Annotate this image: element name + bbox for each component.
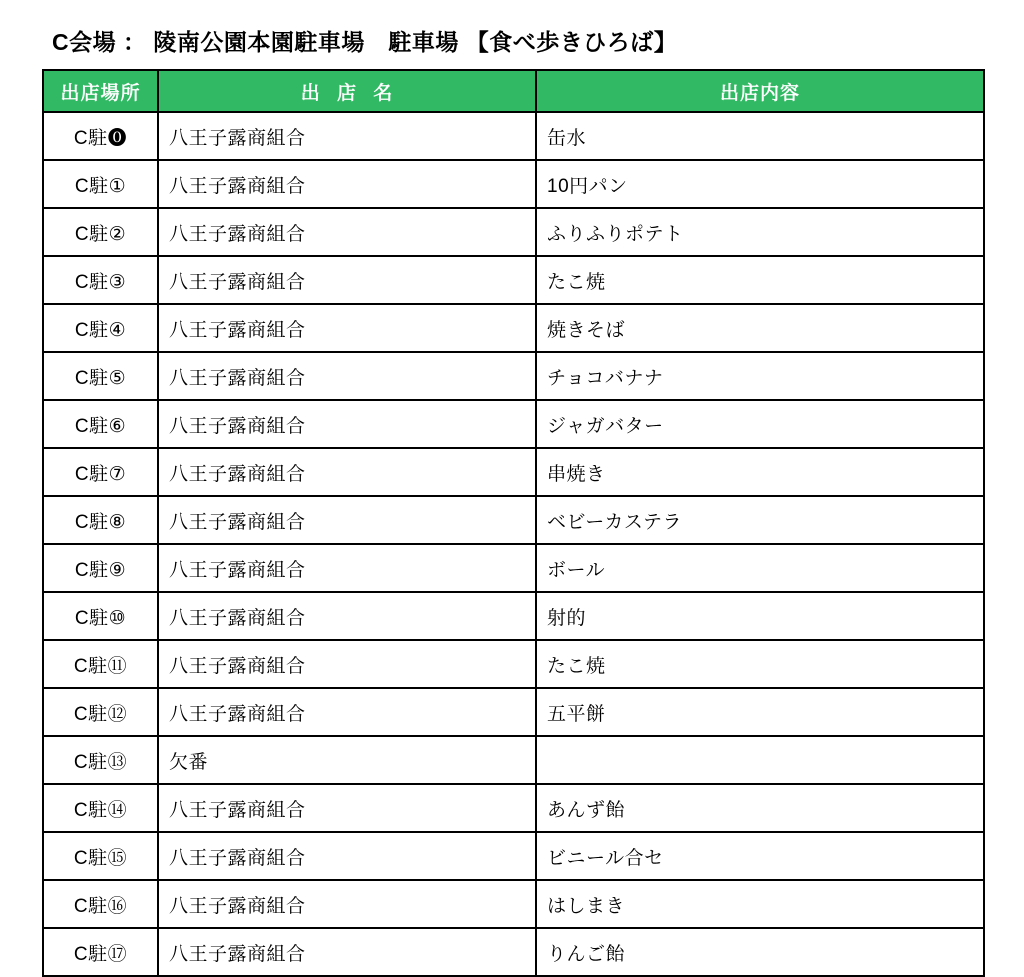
cell-place: C駐⑫ bbox=[43, 688, 158, 736]
cell-desc: 射的 bbox=[536, 592, 984, 640]
cell-place: C駐⑰ bbox=[43, 928, 158, 976]
table-row bbox=[43, 304, 984, 352]
cell-place: C駐⑥ bbox=[43, 400, 158, 448]
column-header-name: 出 店 名 bbox=[158, 70, 536, 112]
table-row bbox=[43, 784, 984, 832]
cell-name: 八王子露商組合 bbox=[158, 352, 536, 400]
cell-name: 八王子露商組合 bbox=[158, 304, 536, 352]
table-row bbox=[43, 448, 984, 496]
cell-place: C駐③ bbox=[43, 256, 158, 304]
cell-name: 八王子露商組合 bbox=[158, 256, 536, 304]
cell-name: 八王子露商組合 bbox=[158, 544, 536, 592]
page-title: C会場 ： 陵南公園本園駐車場 駐車場 【食べ歩きひろば】 bbox=[52, 29, 678, 55]
cell-name: 八王子露商組合 bbox=[158, 400, 536, 448]
cell-place: C駐⑩ bbox=[43, 592, 158, 640]
cell-place: C駐④ bbox=[43, 304, 158, 352]
cell-name: 八王子露商組合 bbox=[158, 496, 536, 544]
cell-place: C駐⑭ bbox=[43, 784, 158, 832]
column-header-place: 出店場所 bbox=[43, 70, 158, 112]
cell-name: 八王子露商組合 bbox=[158, 880, 536, 928]
cell-desc: ボール bbox=[536, 544, 984, 592]
table-row bbox=[43, 736, 984, 784]
cell-desc: チョコバナナ bbox=[536, 352, 984, 400]
cell-name: 八王子露商組合 bbox=[158, 784, 536, 832]
cell-desc: ジャガバター bbox=[536, 400, 984, 448]
table-body bbox=[43, 112, 984, 976]
cell-desc: 10円パン bbox=[536, 160, 984, 208]
cell-place: C駐⑪ bbox=[43, 640, 158, 688]
cell-name: 八王子露商組合 bbox=[158, 640, 536, 688]
table-row bbox=[43, 400, 984, 448]
table-row bbox=[43, 640, 984, 688]
table-header-row bbox=[43, 70, 984, 112]
cell-place: C駐⑮ bbox=[43, 832, 158, 880]
table-row bbox=[43, 880, 984, 928]
cell-name: 八王子露商組合 bbox=[158, 112, 536, 160]
table-row bbox=[43, 160, 984, 208]
cell-name: 八王子露商組合 bbox=[158, 160, 536, 208]
table-row bbox=[43, 688, 984, 736]
stall-list-table bbox=[42, 69, 985, 977]
cell-place: C駐⑯ bbox=[43, 880, 158, 928]
table-row bbox=[43, 208, 984, 256]
cell-desc: たこ焼 bbox=[536, 640, 984, 688]
table-row bbox=[43, 112, 984, 160]
cell-desc: ビニール合セ bbox=[536, 832, 984, 880]
cell-place: C駐⑧ bbox=[43, 496, 158, 544]
cell-desc: りんご飴 bbox=[536, 928, 984, 976]
table-row bbox=[43, 352, 984, 400]
cell-desc: 焼きそば bbox=[536, 304, 984, 352]
cell-place: C駐⑨ bbox=[43, 544, 158, 592]
cell-desc: 缶水 bbox=[536, 112, 984, 160]
column-header-desc: 出店内容 bbox=[536, 70, 984, 112]
table-row bbox=[43, 256, 984, 304]
cell-desc: あんず飴 bbox=[536, 784, 984, 832]
cell-desc: はしまき bbox=[536, 880, 984, 928]
cell-place: C駐⑬ bbox=[43, 736, 158, 784]
cell-name: 八王子露商組合 bbox=[158, 208, 536, 256]
cell-place: C駐② bbox=[43, 208, 158, 256]
cell-desc: たこ焼 bbox=[536, 256, 984, 304]
cell-name: 八王子露商組合 bbox=[158, 928, 536, 976]
table-row bbox=[43, 544, 984, 592]
cell-name: 八王子露商組合 bbox=[158, 448, 536, 496]
cell-desc: 五平餅 bbox=[536, 688, 984, 736]
cell-name: 八王子露商組合 bbox=[158, 688, 536, 736]
cell-place: C駐⑤ bbox=[43, 352, 158, 400]
cell-name: 欠番 bbox=[158, 736, 536, 784]
cell-place: C駐⑦ bbox=[43, 448, 158, 496]
cell-place: C駐① bbox=[43, 160, 158, 208]
table-row bbox=[43, 592, 984, 640]
cell-desc bbox=[536, 736, 984, 784]
cell-desc: ベビーカステラ bbox=[536, 496, 984, 544]
cell-desc: ふりふりポテト bbox=[536, 208, 984, 256]
table-row bbox=[43, 496, 984, 544]
table-row bbox=[43, 928, 984, 976]
cell-place: C駐⓿ bbox=[43, 112, 158, 160]
table-header bbox=[43, 70, 984, 112]
cell-name: 八王子露商組合 bbox=[158, 592, 536, 640]
cell-name: 八王子露商組合 bbox=[158, 832, 536, 880]
cell-desc: 串焼き bbox=[536, 448, 984, 496]
table-row bbox=[43, 832, 984, 880]
